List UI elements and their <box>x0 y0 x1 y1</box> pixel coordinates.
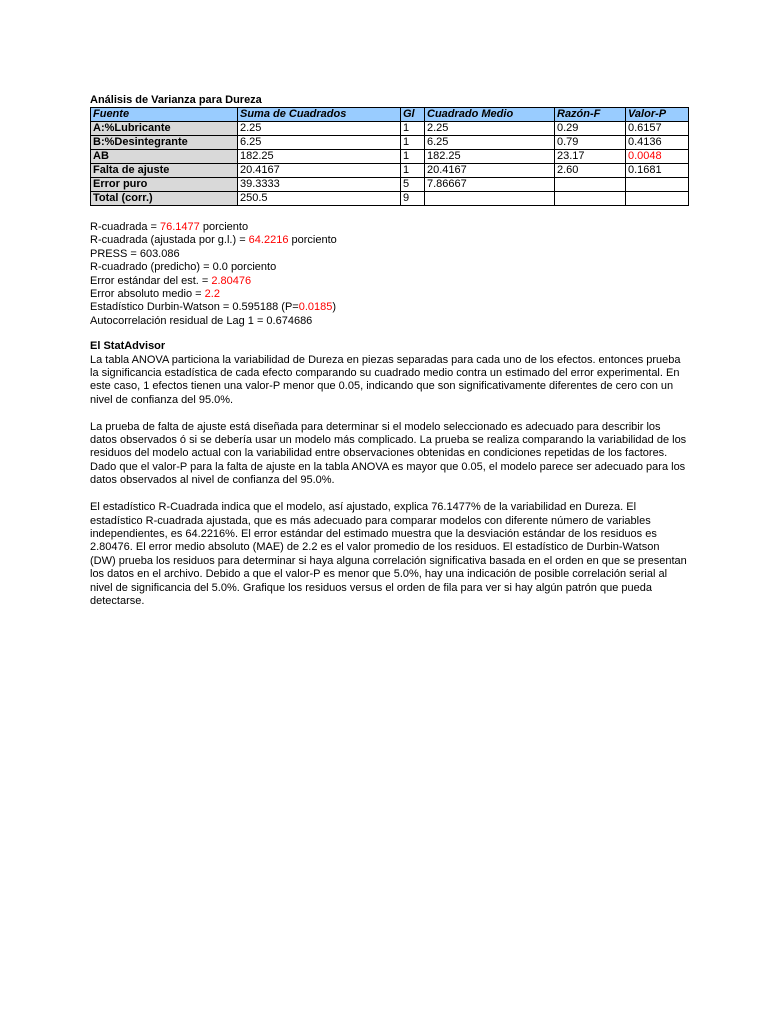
cell-razon-f: 23.17 <box>555 150 626 164</box>
cell-suma-cuadrados: 250.5 <box>238 192 401 206</box>
statadvisor-title: El StatAdvisor <box>90 340 166 353</box>
anova-title: Análisis de Varianza para Dureza <box>90 94 262 106</box>
statadvisor-paragraph: La tabla ANOVA particiona la variabilidad de Dureza en piezas separadas para cada uno de los efectos. entonces prueba la significancia estadística de cada efecto comparando su cuadrado medio contra un estimado del error experimental. En este caso, 1 efectos tienen una valor-P menor que 0.05, indicando que son significativamente diferentes de cero con un nivel de confianza del 95.0%. <box>90 353 681 406</box>
header-gl: Gl <box>401 108 425 122</box>
anova-table-body <box>91 122 689 206</box>
cell-cuadrado-medio: 2.25 <box>425 122 555 136</box>
cell-suma-cuadrados: 182.25 <box>238 150 401 164</box>
cell-gl: 1 <box>401 136 425 150</box>
stat-line <box>90 288 690 301</box>
cell-valor-p: 0.6157 <box>626 122 689 136</box>
cell-valor-p <box>626 178 689 192</box>
stat-val: 76.1477 <box>160 221 200 233</box>
cell-fuente: Total (corr.) <box>91 192 238 206</box>
anova-table <box>90 107 689 206</box>
header-fuente: Fuente <box>91 108 238 122</box>
cell-cuadrado-medio: 7.86667 <box>425 178 555 192</box>
cell-suma-cuadrados: 6.25 <box>238 136 401 150</box>
stat-pre: Error estándar del est. = <box>90 274 212 287</box>
cell-valor-p: 0.1681 <box>626 164 689 178</box>
cell-fuente: Falta de ajuste <box>91 164 238 178</box>
table-row <box>91 178 689 192</box>
model-statistics <box>90 221 690 328</box>
stat-val: 2.80476 <box>211 274 252 287</box>
cell-gl: 1 <box>401 150 425 164</box>
stat-pre: R-cuadrada (ajustada por g.l.) = <box>90 234 249 247</box>
header-suma-cuadrados: Suma de Cuadrados <box>238 108 401 122</box>
header-razon-f: Razón-F <box>555 108 626 122</box>
stat-pre: Autocorrelación residual de Lag 1 = 0.674686 <box>90 314 313 327</box>
table-row <box>91 192 689 206</box>
report-content <box>90 93 690 622</box>
stat-post: ) <box>332 301 337 314</box>
cell-razon-f <box>555 192 626 206</box>
cell-razon-f <box>555 178 626 192</box>
header-cuadrado-medio: Cuadrado Medio <box>425 108 555 122</box>
table-row <box>91 150 689 164</box>
cell-valor-p: 0.0048 <box>626 150 689 164</box>
table-row <box>91 122 689 136</box>
statadvisor-paragraph: La prueba de falta de ajuste está diseñada para determinar si el modelo seleccionado es adecuado para describir los datos observados ó si se debería usar un modelo más complicado. La prueba se realiza comparando la variabilidad de los residuos del modelo actual con la variabilidad entre observaciones obtenidas en condiciones repetidas de los factores. Dado que el valor-P para la falta de ajuste en la tabla ANOVA es mayor que 0.05, el modelo parece ser adecuado para los datos observados al nivel de confianza del 95.0%. <box>90 420 687 487</box>
cell-razon-f: 0.29 <box>555 122 626 136</box>
cell-gl: 1 <box>401 122 425 136</box>
cell-fuente: B:%Desintegrante <box>91 136 238 150</box>
cell-razon-f: 0.79 <box>555 136 626 150</box>
stat-line <box>90 234 690 247</box>
cell-gl: 5 <box>401 178 425 192</box>
cell-cuadrado-medio <box>425 192 555 206</box>
stat-pre: PRESS = 603.086 <box>90 247 180 260</box>
cell-razon-f: 2.60 <box>555 164 626 178</box>
statadvisor-text <box>90 354 690 609</box>
cell-fuente: Error puro <box>91 178 238 192</box>
stat-line <box>90 261 690 274</box>
stat-line <box>90 275 690 288</box>
cell-suma-cuadrados: 39.3333 <box>238 178 401 192</box>
header-valor-p: Valor-P <box>626 108 689 122</box>
stat-post: porciento <box>288 234 337 247</box>
cell-valor-p <box>626 192 689 206</box>
stat-line <box>90 221 690 234</box>
cell-cuadrado-medio: 20.4167 <box>425 164 555 178</box>
stat-line <box>90 301 690 314</box>
statadvisor-section <box>90 340 690 608</box>
stat-post: porciento <box>199 221 249 233</box>
cell-gl: 1 <box>401 164 425 178</box>
stat-line <box>90 248 690 261</box>
stat-val: 64.2216 <box>248 234 289 247</box>
cell-cuadrado-medio: 182.25 <box>425 150 555 164</box>
stat-pre: Estadístico Durbin-Watson = 0.595188 (P= <box>90 301 299 314</box>
cell-valor-p: 0.4136 <box>626 136 689 150</box>
cell-gl: 9 <box>401 192 425 206</box>
table-row <box>91 164 689 178</box>
stat-pre: R-cuadrado (predicho) = 0.0 porciento <box>90 261 277 274</box>
stat-pre: R-cuadrada = <box>90 221 161 233</box>
stat-val: 2.2 <box>204 288 220 301</box>
stat-pre: Error absoluto medio = <box>90 288 205 301</box>
stat-val: 0.0185 <box>298 301 333 314</box>
table-header-row <box>91 108 689 122</box>
stat-line <box>90 315 690 328</box>
cell-suma-cuadrados: 2.25 <box>238 122 401 136</box>
table-row <box>91 136 689 150</box>
cell-fuente: AB <box>91 150 238 164</box>
statadvisor-paragraph: El estadístico R-Cuadrada indica que el modelo, así ajustado, explica 76.1477% de la variabilidad en Dureza. El estadístico R-cuadrada ajustada, que es más adecuado para comparar modelos con diferente número de variables independientes, es 64.2216%. El error estándar del estimado muestra que la desviación estándar de los residuos es 2.80476. El error medio absoluto (MAE) de 2.2 es el valor promedio de los residuos. El estadístico de Durbin-Watson (DW) prueba los residuos para determinar si haya alguna correlación significativa basada en el orden en que se presentan los datos en el archivo. Debido a que el valor-P es menor que 5.0%, hay una indicación de posible correlación serial al nivel de significancia del 5.0%. Grafique los residuos versus el orden de fila para ver si hay algún patrón que pueda detectarse. <box>90 501 687 607</box>
cell-fuente: A:%Lubricante <box>91 122 238 136</box>
cell-suma-cuadrados: 20.4167 <box>238 164 401 178</box>
cell-cuadrado-medio: 6.25 <box>425 136 555 150</box>
